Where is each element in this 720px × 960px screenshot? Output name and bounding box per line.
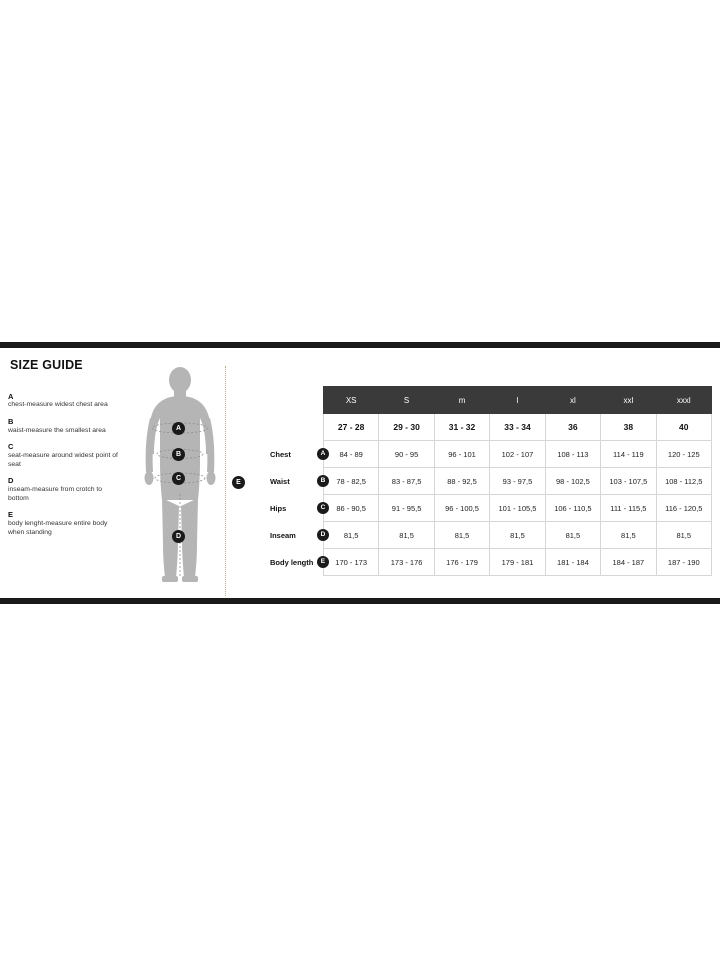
body-length-m: 176 - 179: [434, 549, 489, 576]
waist-xxxl: 108 - 112,5: [656, 468, 711, 495]
row-marker-c: C: [317, 502, 329, 514]
waist-s: 83 - 87,5: [379, 468, 434, 495]
body-length-xs: 170 - 173: [323, 549, 378, 576]
hips-xl: 106 - 110,5: [545, 495, 600, 522]
row-marker-a: A: [317, 448, 329, 460]
inseam-xs: 81,5: [323, 522, 378, 549]
legend-item: [8, 417, 128, 435]
numeric-size-l: 33 - 34: [490, 414, 545, 441]
figure-marker-c: C: [172, 472, 185, 485]
inseam-xl: 81,5: [545, 522, 600, 549]
waist-l: 93 - 97,5: [490, 468, 545, 495]
legend-key: B: [8, 417, 14, 427]
row-label-numeric: [268, 414, 323, 441]
size-header-xxxl: xxxl: [656, 387, 711, 414]
size-header-xxl: xxl: [601, 387, 656, 414]
inseam-l: 81,5: [490, 522, 545, 549]
legend-key: E: [8, 510, 14, 520]
body-length-s: 173 - 176: [379, 549, 434, 576]
row-label-inseam: [268, 522, 326, 549]
table-row: [268, 468, 712, 495]
inseam-m: 81,5: [434, 522, 489, 549]
legend-description: body lenght-measure entire body when standing: [8, 519, 108, 536]
legend-item: [8, 442, 128, 469]
table-row: [268, 522, 712, 549]
waist-xs: 78 - 82,5: [323, 468, 378, 495]
hips-s: 91 - 95,5: [379, 495, 434, 522]
legend-description: chest-measure widest chest area: [8, 401, 108, 409]
table-row: [268, 549, 712, 576]
row-label-text: Body length: [270, 557, 314, 567]
table-header-row: [268, 387, 712, 414]
legend-item: [8, 510, 128, 537]
table-row: [268, 441, 712, 468]
hips-xxl: 111 - 115,5: [601, 495, 656, 522]
waist-m: 88 - 92,5: [434, 468, 489, 495]
row-marker-d: D: [317, 529, 329, 541]
measurement-legend: [8, 392, 128, 545]
size-guide-panel: [0, 342, 720, 604]
row-label-text: Waist: [270, 476, 290, 486]
chest-xxl: 114 - 119: [601, 441, 656, 468]
hips-xs: 86 - 90,5: [323, 495, 378, 522]
inseam-s: 81,5: [379, 522, 434, 549]
numeric-size-s: 29 - 30: [379, 414, 434, 441]
chest-xl: 108 - 113: [545, 441, 600, 468]
numeric-size-xl: 36: [545, 414, 600, 441]
row-label-text: Hips: [270, 503, 287, 513]
hips-m: 96 - 100,5: [434, 495, 489, 522]
size-header-m: m: [434, 387, 489, 414]
row-label-body-length: [268, 549, 326, 576]
figure-marker-e: E: [232, 476, 245, 489]
legend-key: A: [8, 392, 14, 401]
legend-description: seat-measure around widest point of seat: [8, 451, 118, 468]
body-length-guide-line: [225, 366, 226, 596]
figure-marker-d: D: [172, 530, 185, 543]
size-chart-table: [268, 386, 712, 576]
row-label-waist: [268, 468, 326, 495]
table-corner-cell: [268, 387, 323, 414]
inseam-xxxl: 81,5: [656, 522, 711, 549]
figure-marker-a: A: [172, 422, 185, 435]
legend-item: [8, 392, 128, 410]
table-row: [268, 495, 712, 522]
legend-item: [8, 476, 128, 503]
row-label-hips: [268, 495, 326, 522]
body-length-l: 179 - 181: [490, 549, 545, 576]
legend-description: inseam-measure from crotch to bottom: [8, 485, 103, 502]
size-header-xs: XS: [323, 387, 378, 414]
row-marker-e: E: [317, 556, 329, 568]
body-length-xxxl: 187 - 190: [656, 549, 711, 576]
hips-xxxl: 116 - 120,5: [656, 495, 711, 522]
numeric-size-xs: 27 - 28: [323, 414, 378, 441]
figure-marker-b: B: [172, 448, 185, 461]
waist-xxl: 103 - 107,5: [601, 468, 656, 495]
legend-description: waist-measure the smallest area: [8, 426, 106, 434]
body-length-xl: 181 - 184: [545, 549, 600, 576]
waist-xl: 98 - 102,5: [545, 468, 600, 495]
size-header-s: S: [379, 387, 434, 414]
table-row-numeric-sizes: [268, 414, 712, 441]
row-label-text: Inseam: [270, 530, 296, 540]
row-label-text: Chest: [270, 449, 291, 459]
inseam-xxl: 81,5: [601, 522, 656, 549]
chest-m: 96 - 101: [434, 441, 489, 468]
row-label-chest: [268, 441, 326, 468]
body-length-xxl: 184 - 187: [601, 549, 656, 576]
size-header-xl: xl: [545, 387, 600, 414]
legend-key: D: [8, 476, 14, 486]
row-marker-b: B: [317, 475, 329, 487]
hips-l: 101 - 105,5: [490, 495, 545, 522]
size-header-l: l: [490, 387, 545, 414]
numeric-size-xxl: 38: [601, 414, 656, 441]
page-title: SIZE GUIDE: [10, 358, 83, 372]
numeric-size-xxxl: 40: [656, 414, 711, 441]
chest-l: 102 - 107: [490, 441, 545, 468]
chest-xs: 84 - 89: [323, 441, 378, 468]
chest-xxxl: 120 - 125: [656, 441, 711, 468]
legend-key: C: [8, 442, 14, 452]
numeric-size-m: 31 - 32: [434, 414, 489, 441]
chest-s: 90 - 95: [379, 441, 434, 468]
